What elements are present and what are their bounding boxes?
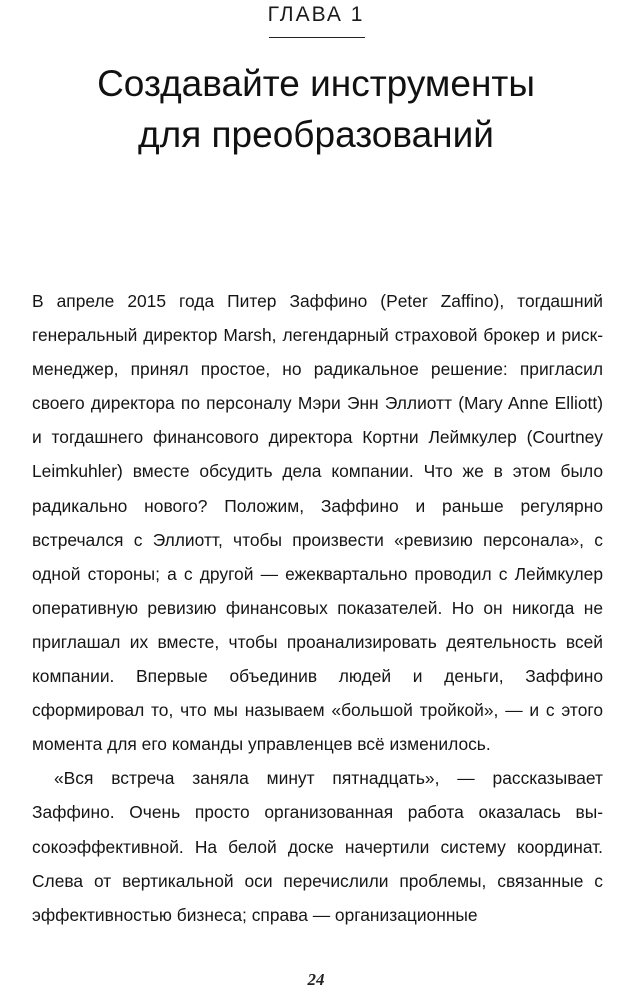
chapter-title-line-1: Создавайте инструменты	[97, 63, 535, 104]
paragraph: В апреле 2015 года Питер Заффино (Peter Zaffino), тогдашний генеральный директор Marsh, легендарный страховой брокер и риск-менеджер, принял простое, но радикальное решение: пригласил своего директора по персоналу Мэри Энн Эллиотт (Mary Anne Elliott) и тогдашнего финансового директора Кортни Леймкулер (Courtney Leimkuhler) вместе обсудить дела компании. Что же в этом было радикально нового? Положим, Заффино и раньше регулярно встречался с Эллиотт, чтобы произвести «ревизию персонала», с одной стороны; а с другой — ежеквартально проводил с Леймкулер оперативную ревизию финансовых показателей. Но он никогда не приглашал их вместе, чтобы проанализировать деятельность всей компании. Впервые объединив людей и деньги, Заффино сформировал то, что мы называем «большой тройкой», — и с этого момента для его команды управленцев всё изменилось.	[32, 291, 603, 755]
chapter-divider	[269, 37, 365, 38]
paragraph: «Вся встреча заняла минут пятнадцать», — рассказывает Заффино. Очень просто организованная работа оказалась высокоэффективной. На белой доске начертили систему координат. Слева от вертикальной оси перечислили проблемы, связанные с эффективностью бизнеса; справа — организационные	[32, 768, 603, 925]
chapter-title	[0, 58, 632, 160]
chapter-label: ГЛАВА 1	[267, 3, 365, 26]
page-number: 24	[307, 970, 325, 989]
chapter-title-line-2: для преобразований	[138, 114, 494, 155]
body-text	[32, 284, 603, 932]
